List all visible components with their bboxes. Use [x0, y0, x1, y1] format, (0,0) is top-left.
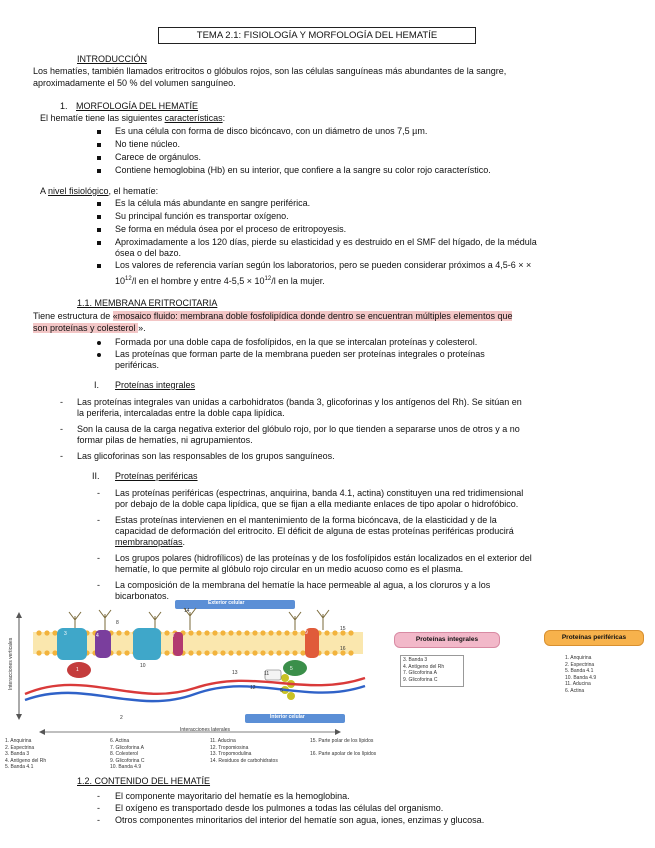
mosaic-post: ».	[138, 323, 146, 333]
section12-heading-text: 1.2. CONTENIDO DEL HEMATÍE	[77, 776, 211, 786]
lead-underlined: características	[164, 113, 223, 123]
badge-6: 6	[280, 688, 283, 694]
list-item: Los valores de referencia varían según los laboratorios, pero se pueden considerar próximos a 4,5-6 × ×	[115, 260, 532, 270]
fisio-lead	[40, 186, 158, 197]
legend-item: 9. Glicoforina C	[110, 757, 145, 764]
list-item: 10. Banda 4.9	[565, 674, 597, 681]
legend-item: 16. Parte apolar de los lípidos	[310, 751, 377, 757]
bullet-icon	[97, 169, 101, 173]
integ-heading: Proteínas integrales	[115, 380, 196, 390]
legend-item: 6. Actina	[110, 738, 130, 744]
list-item: Contiene hemoglobina (Hb) en su interior, que confiere a la sangre su color rojo característico.	[115, 165, 491, 175]
legend-item: 1. Anquirina	[5, 738, 32, 744]
integ-number: I.	[94, 380, 100, 390]
figure-legend	[5, 738, 375, 774]
reference-values	[115, 274, 325, 287]
axis-arrow-icon	[16, 714, 22, 720]
list-item: Las glicoforinas son las responsables de los grupos sanguíneos.	[77, 451, 335, 461]
legend-item: 13. Tropomodulina	[210, 751, 252, 757]
axis-arrow-icon	[39, 729, 45, 735]
section1-lead	[40, 113, 225, 124]
axis-arrow-icon	[335, 729, 341, 735]
list-item-continued: bicarbonatos.	[115, 591, 170, 601]
peri-heading: Proteínas periféricas	[115, 471, 198, 481]
dash-icon: -	[97, 580, 100, 590]
badge-3: 3	[64, 631, 67, 637]
protein-banda-4-1	[283, 660, 307, 676]
bullet-icon	[97, 143, 101, 147]
peripheral-proteins-list	[565, 655, 625, 699]
badge-7: 7	[172, 633, 175, 639]
list-item: Es la célula más abundante en sangre periférica.	[115, 198, 311, 208]
list-item-continued: periféricas.	[115, 360, 160, 370]
list-item: 3. Banda 3	[403, 657, 428, 663]
badge-10: 10	[140, 663, 146, 669]
list-item: 1. Anquirina	[565, 655, 592, 661]
bullet-icon	[97, 202, 101, 206]
legend-item: 11. Aducina	[210, 738, 236, 744]
protein-actina	[281, 674, 295, 700]
list-item-continued: capacidad de deformación del eritrocito. El déficit de alguna de estas proteínas periféricas producirá	[115, 526, 514, 536]
list-item: Es una célula con forma de disco bicóncavo, con un diámetro de unos 7,5 µm.	[115, 126, 428, 136]
integral-proteins-list	[400, 655, 464, 687]
list-item: La composición de la membrana del hematíe la hace permeable al agua, a los cloruros y a los	[115, 580, 491, 590]
intro-heading: INTRODUCCIÓN	[77, 54, 147, 64]
dash-icon: -	[97, 515, 100, 525]
bullet-icon	[97, 353, 101, 357]
list-item: 4. Antígeno del Rh	[403, 663, 445, 670]
list-item: El componente mayoritario del hematíe es la hemoglobina.	[115, 791, 350, 801]
list-item: 6. Actina	[565, 687, 585, 694]
dash-icon: -	[60, 451, 63, 461]
protein-banda-3	[57, 628, 87, 660]
list-item-continued: hematíe, lo que permite al glóbulo rojo circular en un medio acuoso como es el plasma.	[115, 564, 464, 574]
fisio-underlined: nivel fisiológico	[48, 186, 109, 196]
protein-anquirina	[67, 662, 91, 678]
list-item: 11. Aducina	[565, 681, 591, 687]
mosaic-line-1	[33, 311, 512, 322]
list-item: Aproximadamente a los 120 días, pierde su elasticidad y es destruido en el SMF del hígado, de la médula	[115, 237, 537, 247]
list-item: 2. Espectrina	[565, 661, 595, 668]
dash-icon: -	[97, 815, 100, 825]
men-text: /l en el hombre y entre 4-5,5 × 10	[131, 276, 265, 286]
list-item: Estas proteínas intervienen en el mantenimiento de la forma bicóncava, de la elasticidad y de la	[115, 515, 497, 525]
badge-13: 13	[232, 670, 238, 676]
badge-12: 12	[250, 685, 256, 691]
bullet-icon	[97, 130, 101, 134]
dash-icon: -	[97, 791, 100, 801]
legend-item: 5. Banda 4.1	[5, 764, 34, 770]
fisio-text: A	[40, 186, 49, 196]
list-item: No tiene núcleo.	[115, 139, 181, 149]
list-item: Las proteínas periféricas (espectrinas, anquirina, banda 4.1, actina) constituyen una red tridimensional	[115, 488, 524, 498]
axis-arrow-icon	[16, 612, 22, 618]
bullet-icon	[97, 156, 101, 160]
list-item: Se forma en médula ósea por el proceso de eritropoyesis.	[115, 224, 347, 234]
exterior-label: Exterior celular	[208, 600, 245, 606]
legend-item: 15. Parte polar de los lípidos	[310, 738, 374, 744]
lateral-axis-label: Interacciones laterales	[180, 727, 231, 733]
list-item: Las proteínas integrales van unidas a carbohidratos (banda 3, glicoforinas y los antígenos del Rh). Se sitúan en	[77, 397, 522, 407]
list-item: Las proteínas que forman parte de la membrana pueden ser proteínas integrales o proteínas	[115, 349, 485, 359]
exponent: 12	[125, 276, 132, 282]
list-item: Su principal función es transportar oxígeno.	[115, 211, 289, 221]
bullet-icon	[97, 341, 101, 345]
bullet-icon	[97, 241, 101, 245]
legend-item: 2. Espectrina	[5, 744, 35, 751]
list-item-continued: la periferia, intercaladas entre la doble capa lipídica.	[77, 408, 285, 418]
page-title: TEMA 2.1: FISIOLOGÍA Y MORFOLOGÍA DEL HEMATÍE	[158, 27, 476, 44]
badge-2: 2	[120, 715, 123, 721]
legend-item: 3. Banda 3	[5, 751, 30, 757]
badge-4: 4	[96, 633, 99, 639]
lead-text: El hematíe tiene las siguientes	[40, 113, 165, 123]
list-item-continued: formar pilas de hematíes, ni agrupamientos.	[77, 435, 253, 445]
bullet-icon	[97, 264, 101, 268]
list-item: El oxígeno es transportado desde los pulmones a todas las células del organismo.	[115, 803, 444, 813]
mosaic-highlight: «mosaico fluido: membrana doble fosfolipídica donde dentro se encuentran múltiples elementos que	[112, 311, 513, 321]
legend-item: 8. Colesterol	[110, 751, 139, 757]
badge-15: 15	[340, 626, 346, 632]
section1-heading: MORFOLOGÍA DEL HEMATÍE	[76, 101, 199, 111]
badge-8: 8	[116, 620, 119, 626]
interior-label: Interior celular	[270, 714, 305, 720]
badge-16: 16	[340, 646, 346, 652]
mosaic-line-2	[33, 323, 146, 334]
bullet-icon	[97, 228, 101, 232]
integral-proteins-pill: Proteínas integrales	[394, 632, 500, 648]
lead-colon: :	[222, 113, 226, 123]
list-item: Otros componentes minoritarios del interior del hematíe son agua, iones, enzimas y glucosa.	[115, 815, 485, 825]
list-item: 9. Glicoforina C	[403, 676, 438, 683]
base: 10	[115, 276, 126, 286]
badge-11: 11	[264, 671, 270, 677]
vertical-axis-label: Interacciones verticales	[8, 637, 14, 690]
badge-1: 1	[76, 667, 79, 673]
mosaic-pre: Tiene estructura de	[33, 311, 113, 321]
dash-icon: -	[60, 397, 63, 407]
bullet-icon	[97, 215, 101, 219]
section1-number: 1.	[60, 101, 68, 111]
badge-9: 9	[305, 630, 308, 636]
membranopatias: membranopatías.	[115, 537, 186, 547]
section11-heading	[77, 298, 217, 309]
list-item: Formada por una doble capa de fosfolípidos, en la que se intercalan proteínas y colesterol.	[115, 337, 478, 347]
list-item: Los grupos polares (hidrofílicos) de las proteínas y de los fosfolípidos están localizados en el exterior del	[115, 553, 532, 563]
list-item: Son la causa de la carga negativa exterior del glóbulo rojo, por lo que tienden a separarse unos de otros y a no	[77, 424, 520, 434]
dash-icon: -	[97, 488, 100, 498]
peri-number: II.	[92, 471, 100, 481]
badge-14: 14	[184, 608, 190, 614]
list-item: 5. Banda 4.1	[565, 668, 594, 674]
list-item: Carece de orgánulos.	[115, 152, 202, 162]
legend-item: 12. Tropomiosina	[210, 744, 249, 751]
membranopatias-term: membranopatías	[115, 537, 183, 547]
list-item-continued: por debajo de la doble capa lipídica, que se fijan a ella mediante enlaces de tipo apolar o hidrofóbico.	[115, 499, 519, 509]
membrane-diagram	[5, 598, 375, 738]
section12-heading	[77, 776, 210, 787]
legend-item: 4. Antígeno del Rh	[5, 757, 47, 764]
legend-item: 7. Glicoforina A	[110, 744, 144, 751]
legend-item: 10. Banda 4.9	[110, 764, 142, 770]
carbohydrate-chains	[69, 608, 329, 630]
section11-heading-text: 1.1. MEMBRANA ERITROCITARIA	[77, 298, 218, 308]
dash-icon: -	[60, 424, 63, 434]
intro-line-1: Los hematíes, también llamados eritrocitos o glóbulos rojos, son las células sanguíneas más abundantes de la sangre,	[33, 66, 507, 76]
list-item: 7. Glicoforina A	[403, 670, 437, 676]
badge-5: 5	[290, 666, 293, 672]
exponent: 12	[264, 276, 272, 282]
mosaic-highlight: son proteínas y colesterol	[33, 323, 139, 333]
legend-item: 14. Residuos de carbohidratos	[210, 757, 278, 764]
dash-icon: -	[97, 553, 100, 563]
dash-icon: -	[97, 803, 100, 813]
fisio-post: , el hematíe:	[108, 186, 159, 196]
intro-line-2: aproximadamente el 50 % del volumen sanguíneo.	[33, 78, 236, 88]
peripheral-proteins-pill: Proteínas periféricas	[544, 630, 644, 646]
women-text: /l en la mujer.	[271, 276, 325, 286]
protein-banda-3-b	[133, 628, 161, 660]
list-item-continued: ósea o del bazo.	[115, 248, 182, 258]
